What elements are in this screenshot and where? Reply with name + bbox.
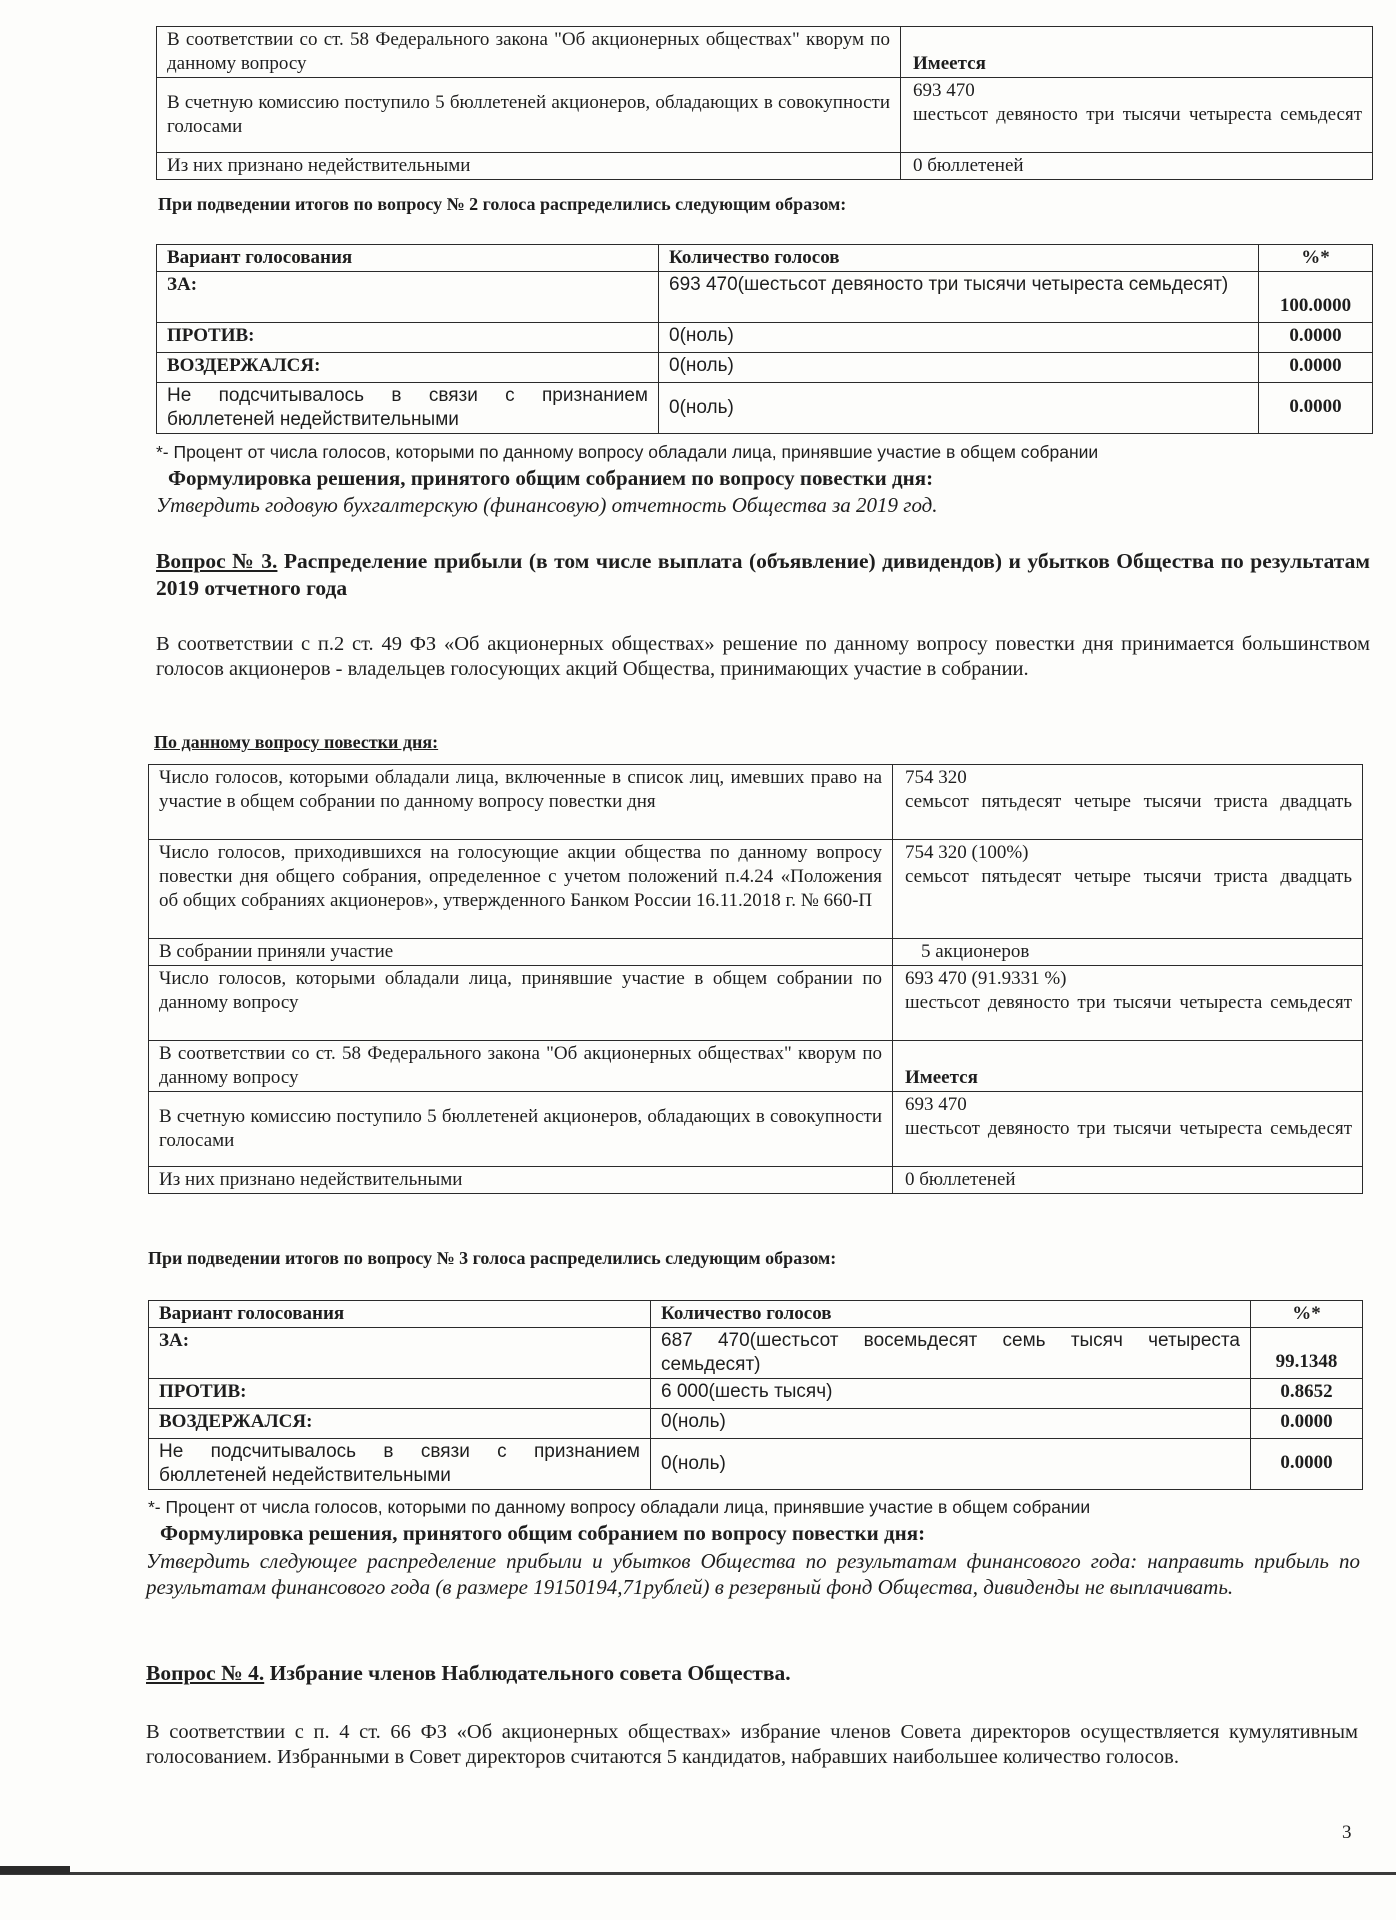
q4-title: Избрание членов Наблюдательного совета Общества.	[269, 1661, 791, 1685]
table-row	[157, 353, 1373, 383]
value-words: шестьсот девяносто три тысячи четыреста семьдесят	[913, 104, 1362, 125]
vote-variant: Не подсчитывалось в связи с признанием бюллетеней недействительными	[157, 383, 659, 434]
table-row	[149, 1409, 1363, 1439]
row-value: Имеется	[901, 27, 1373, 78]
table-row	[149, 1439, 1363, 1490]
vote-count: 693 470(шестьсот девяносто три тысячи четыреста семьдесят)	[659, 272, 1259, 323]
table-row	[149, 1328, 1363, 1379]
vote-count: 0(ноль)	[659, 323, 1259, 353]
value-words: шестьсот девяносто три тысячи четыреста семьдесят	[905, 992, 1352, 1013]
table-row	[157, 272, 1373, 323]
table-row	[149, 1041, 1363, 1092]
q4-heading	[146, 1660, 791, 1687]
value-words: семьсот пятьдесят четыре тысячи триста двадцать	[905, 866, 1352, 887]
vote-count: 0(ноль)	[651, 1409, 1251, 1439]
row-value: Имеется	[893, 1041, 1363, 1092]
row-label: Число голосов, которыми обладали лица, принявшие участие в общем собрании по данному вопросу	[149, 966, 893, 1041]
table-row	[149, 939, 1363, 966]
header-pct: %*	[1259, 245, 1373, 272]
row-label: В счетную комиссию поступило 5 бюллетеней акционеров, обладающих в совокупности голосами	[149, 1092, 893, 1167]
vote-pct: 0.8652	[1251, 1379, 1363, 1409]
q4-label: Вопрос № 4.	[146, 1661, 265, 1685]
row-label: Число голосов, которыми обладали лица, включенные в список лиц, имевших право на участие в общем собрании по данному вопросу повестки дня	[149, 765, 893, 840]
vote-variant: ВОЗДЕРЖАЛСЯ:	[149, 1409, 651, 1439]
table-row	[157, 383, 1373, 434]
q3-agenda-heading: По данному вопросу повестки дня:	[154, 732, 439, 752]
vote-count: 0(ноль)	[659, 383, 1259, 434]
header-variant: Вариант голосования	[157, 245, 659, 272]
row-value	[901, 78, 1373, 153]
row-value	[893, 966, 1363, 1041]
header-pct: %*	[1251, 1301, 1363, 1328]
table-row	[149, 966, 1363, 1041]
q2-footnote: *- Процент от числа голосов, которыми по данному вопросу обладали лица, принявшие участие в общем собрании	[156, 442, 1099, 462]
table-row	[149, 1167, 1363, 1194]
row-label: В счетную комиссию поступило 5 бюллетеней акционеров, обладающих в совокупности голосами	[157, 78, 901, 153]
value-number: 754 320 (100%)	[905, 842, 1029, 863]
vote-variant: ВОЗДЕРЖАЛСЯ:	[157, 353, 659, 383]
vote-pct: 0.0000	[1259, 323, 1373, 353]
scan-border-line	[0, 1872, 1396, 1875]
q2-decision: Утвердить годовую бухгалтерскую (финансовую) отчетность Общества за 2019 год.	[156, 493, 938, 517]
q3-heading	[156, 548, 1370, 602]
table-row	[157, 153, 1373, 180]
row-label: Из них признано недействительными	[149, 1167, 893, 1194]
table-row	[157, 78, 1373, 153]
q3-decision-heading: Формулировка решения, принятого общим собранием по вопросу повестки дня:	[160, 1521, 926, 1545]
table-row	[149, 1092, 1363, 1167]
row-value	[893, 840, 1363, 939]
vote-variant: ПРОТИВ:	[149, 1379, 651, 1409]
vote-variant: ЗА:	[149, 1328, 651, 1379]
vote-pct: 0.0000	[1251, 1409, 1363, 1439]
row-label: В собрании приняли участие	[149, 939, 893, 966]
vote-variant: Не подсчитывалось в связи с признанием бюллетеней недействительными	[149, 1439, 651, 1490]
vote-count: 0(ноль)	[659, 353, 1259, 383]
value-words: семьсот пятьдесят четыре тысячи триста двадцать	[905, 791, 1352, 812]
table-row	[157, 27, 1373, 78]
table-row	[149, 765, 1363, 840]
value-number: 754 320	[905, 767, 967, 788]
vote-pct: 0.0000	[1251, 1439, 1363, 1490]
vote-pct: 0.0000	[1259, 383, 1373, 434]
vote-pct: 0.0000	[1259, 353, 1373, 383]
value-words: шестьсот девяносто три тысячи четыреста семьдесят	[905, 1118, 1352, 1139]
q4-intro: В соответствии с п. 4 ст. 66 ФЗ «Об акционерных обществах» избрание членов Совета директоров осуществляется кумулятивным голосованием. Избранными в Совет директоров считаются 5 кандидатов, набравших наибольшее количество голосов.	[146, 1721, 1358, 1768]
table-header-row	[149, 1301, 1363, 1328]
vote-count: 0(ноль)	[651, 1439, 1251, 1490]
row-value	[893, 765, 1363, 840]
vote-pct: 99.1348	[1251, 1328, 1363, 1379]
scan-corner-mark	[0, 1866, 70, 1874]
q3-decision: Утвердить следующее распределение прибыли и убытков Общества по результатам финансового года: направить прибыль по результатам финансового года (в размере 19150194,71рублей) в резервный фонд Общества, дивиденды не выплачивать.	[146, 1549, 1360, 1599]
table-row	[149, 840, 1363, 939]
q3-label: Вопрос № 3.	[156, 549, 278, 573]
row-label: Число голосов, приходившихся на голосующие акции общества по данному вопросу повестки дня общего собрания, определенное с учетом положений п.4.24 «Положения об общих собраниях акционеров», утвержденного Банком России 16.11.2018 г. № 660-П	[149, 840, 893, 939]
q3-info-table	[148, 764, 1363, 1194]
q2-decision-heading: Формулировка решения, принятого общим собранием по вопросу повестки дня:	[168, 466, 934, 490]
q3-results-heading: При подведении итогов по вопросу № 3 голоса распределились следующим образом:	[148, 1248, 837, 1268]
row-value: 0 бюллетеней	[893, 1167, 1363, 1194]
header-count: Количество голосов	[659, 245, 1259, 272]
q2-info-table	[156, 26, 1373, 180]
value-number: 693 470	[913, 80, 975, 101]
row-value: 0 бюллетеней	[901, 153, 1373, 180]
vote-count: 687 470(шестьсот восемьдесят семь тысяч четыреста семьдесят)	[651, 1328, 1251, 1379]
table-row	[157, 323, 1373, 353]
vote-count: 6 000(шесть тысяч)	[651, 1379, 1251, 1409]
table-row	[149, 1379, 1363, 1409]
q3-footnote: *- Процент от числа голосов, которыми по данному вопросу обладали лица, принявшие участие в общем собрании	[148, 1497, 1091, 1517]
header-count: Количество голосов	[651, 1301, 1251, 1328]
q3-intro: В соответствии с п.2 ст. 49 ФЗ «Об акционерных обществах» решение по данному вопросу повестки дня принимается большинством голосов акционеров - владельцев голосующих акций Общества, принимающих участие в собрании.	[156, 633, 1370, 680]
row-label: В соответствии со ст. 58 Федерального закона "Об акционерных обществах" кворум по данному вопросу	[149, 1041, 893, 1092]
vote-pct: 100.0000	[1259, 272, 1373, 323]
row-label: В соответствии со ст. 58 Федерального закона "Об акционерных обществах" кворум по данному вопросу	[157, 27, 901, 78]
q2-results-heading: При подведении итогов по вопросу № 2 голоса распределились следующим образом:	[158, 194, 847, 214]
q3-title: Распределение прибыли (в том числе выплата (объявление) дивидендов) и убытков Общества по результатам 2019 отчетного года	[156, 549, 1370, 600]
row-value: 5 акционеров	[893, 939, 1363, 966]
q2-vote-table	[156, 244, 1373, 434]
header-variant: Вариант голосования	[149, 1301, 651, 1328]
q3-vote-table	[148, 1300, 1363, 1490]
row-value	[893, 1092, 1363, 1167]
vote-variant: ПРОТИВ:	[157, 323, 659, 353]
table-header-row	[157, 245, 1373, 272]
value-number: 693 470 (91.9331 %)	[905, 968, 1067, 989]
vote-variant: ЗА:	[157, 272, 659, 323]
page-number: 3	[1342, 1822, 1352, 1843]
row-label: Из них признано недействительными	[157, 153, 901, 180]
value-number: 693 470	[905, 1094, 967, 1115]
